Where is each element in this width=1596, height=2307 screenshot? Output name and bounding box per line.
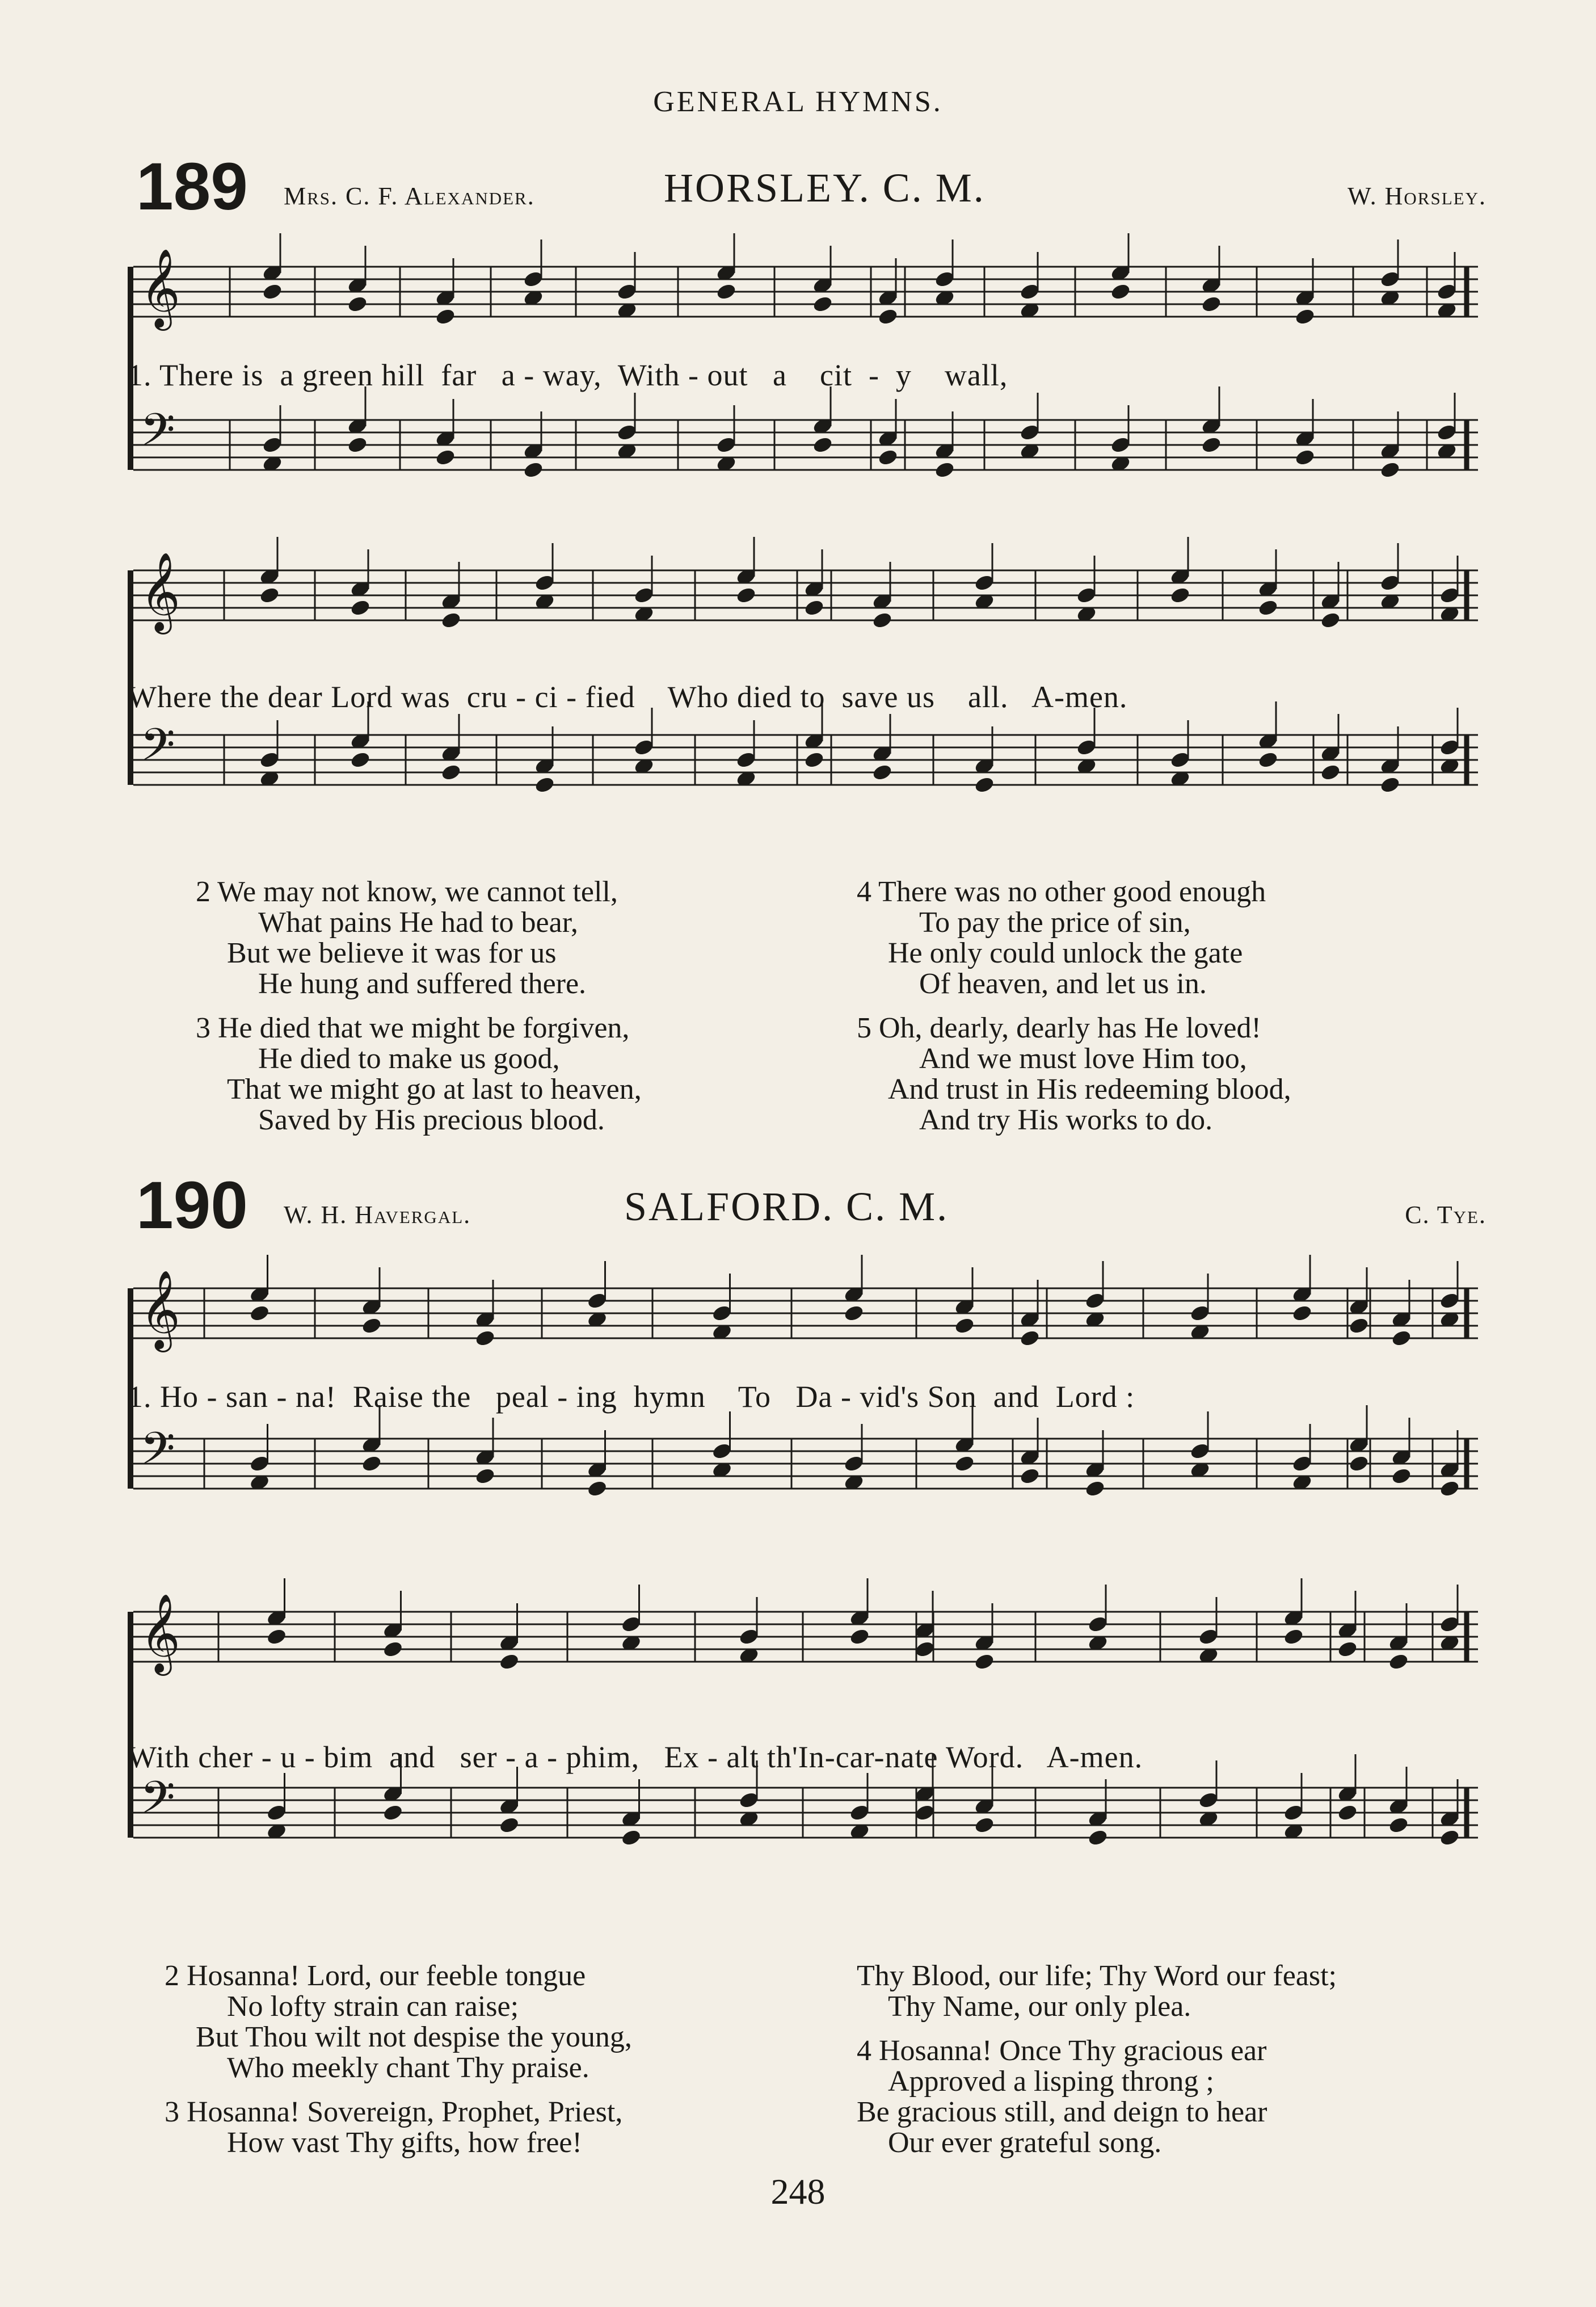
lyric-line: 1. There is a green hill far a - way, With - out a cit - y wall, [128,358,1008,392]
verse-line: 4 Hosanna! Once Thy gracious ear [857,2035,1267,2067]
note-head [586,1479,608,1498]
note-head [347,295,368,313]
verse-line: That we might go at last to heaven, [227,1073,642,1106]
note-head [1257,750,1279,769]
note-head [1391,1466,1412,1485]
note-head [1084,1479,1106,1498]
treble-clef-icon: 𝄞 [140,1270,180,1349]
note-head [1337,1803,1358,1822]
note-head [440,611,462,629]
bass-clef-icon: 𝄢 [140,404,175,467]
hymn-author: Mrs. C. F. Alexander. [284,182,535,210]
note-head [361,1454,382,1473]
note-head [259,586,280,604]
treble-clef-icon: 𝄞 [140,249,180,327]
verse-line: How vast Thy gifts, how free! [227,2127,582,2159]
verse-line: 5 Oh, dearly, dearly has He loved! [857,1012,1261,1044]
note-head [382,1640,403,1658]
music-system [128,250,1478,516]
tune-title: HORSLEY. C. M. [664,165,986,211]
note-head [1283,1627,1304,1646]
note-head [1439,1479,1460,1498]
note-head [1348,1316,1370,1335]
verse-line: Our ever grateful song. [888,2127,1162,2159]
verses-left [196,877,642,1149]
note-head [974,775,995,794]
verse-line: What pains He had to bear, [258,906,578,939]
lyric-line: 1. Ho - san - na! Raise the peal - ing hymn To Da - vid's Son and Lord : [128,1380,1135,1414]
note-head [954,1454,975,1473]
note-head [1388,1816,1409,1834]
note-head [803,598,825,617]
note-head [498,1816,520,1834]
verse-line: Thy Name, our only plea. [888,1990,1191,2023]
verse-line: Approved a lisping throng ; [888,2065,1214,2098]
lyric-line: Where the dear Lord was cru - ci - fied Who died to save us all. A-men. [128,680,1128,714]
note-head [1320,611,1341,629]
note-head [974,1816,995,1834]
treble-clef-icon: 𝄞 [140,552,180,631]
note-head [474,1329,496,1347]
hymn-190-header [136,1168,1486,1251]
verse-line: But we believe it was for us [227,937,557,969]
note-head [1379,460,1401,479]
verse [857,1013,1291,1136]
verse-line: But Thou wilt not despise the young, [196,2021,632,2053]
lyric-line: With cher - u - bim and ser - a - phim, Ex - alt th'In-car-nate Word. A-men. [128,1740,1143,1774]
bass-clef-icon: 𝄢 [140,1422,175,1486]
hymn-composer: W. Horsley. [1347,182,1486,210]
note-head [974,1652,995,1671]
note-head [262,282,283,301]
note-head [1348,1454,1370,1473]
note-head [1201,435,1222,454]
note-head [1291,1304,1313,1322]
note-head [849,1627,870,1646]
bass-clef-icon: 𝄢 [140,718,175,782]
verse [196,1013,642,1136]
hymn-number: 189 [136,149,248,224]
hymn-author: W. H. Havergal. [284,1201,471,1229]
verse-line: And we must love Him too, [919,1043,1247,1075]
verses-right [857,877,1291,1149]
verse-line: And trust in His redeeming blood, [888,1073,1291,1106]
verse [857,877,1291,999]
verse-line: Who meekly chant Thy praise. [227,2052,589,2084]
verse-line: He only could unlock the gate [888,937,1243,969]
verse-line: And try His works to do. [919,1104,1213,1136]
verse [165,2097,632,2158]
verse-line: No lofty strain can raise; [227,1990,519,2023]
note-head [349,750,371,769]
note-head [1320,763,1341,781]
verses-right [857,1961,1337,2172]
treble-clef-icon: 𝄞 [140,1594,180,1673]
verses-left [165,1961,632,2172]
bass-clef-icon: 𝄢 [140,1771,175,1835]
note-head [934,460,955,479]
note-head [914,1640,936,1658]
note-head [266,1627,287,1646]
note-head [1391,1329,1412,1347]
note-head [1201,295,1222,313]
note-head [435,307,456,326]
note-head [914,1803,936,1822]
verse-line: Saved by His precious blood. [258,1104,605,1136]
verse [857,2036,1337,2158]
music-system [128,552,1478,843]
verse-line: Thy Blood, our life; Thy Word our feast; [857,1960,1337,1992]
verse-line: He died to make us good, [258,1043,560,1075]
note-head [474,1466,496,1485]
verse-line: To pay the price of sin, [919,906,1191,939]
note-head [1294,307,1316,326]
note-head [877,448,899,467]
verse [196,877,642,999]
hymn-number: 190 [136,1168,248,1243]
note-head [871,763,893,781]
page-number: 248 [770,2171,826,2212]
verse-line: 4 There was no other good enough [857,876,1266,908]
hymn-composer: C. Tye. [1405,1201,1486,1229]
note-head [843,1304,865,1322]
note-head [877,307,899,326]
note-head [871,611,893,629]
note-head [347,435,368,454]
note-head [715,282,737,301]
note-head [1439,1828,1460,1847]
system-bracket [128,1612,133,1838]
verse-line: 3 He died that we might be forgiven, [196,1012,630,1044]
note-head [1337,1640,1358,1658]
note-head [1388,1652,1409,1671]
music-system [128,1268,1478,1541]
system-bracket [128,570,133,785]
note-head [1019,1466,1041,1485]
note-head [1019,1329,1041,1347]
note-head [1169,586,1191,604]
note-head [382,1803,403,1822]
note-head [812,435,833,454]
note-head [498,1652,520,1671]
note-head [954,1316,975,1335]
note-head [523,460,544,479]
note-head [1257,598,1279,617]
note-head [735,586,757,604]
note-head [249,1304,270,1322]
verse-line: 2 We may not know, we cannot tell, [196,876,618,908]
verse [857,1961,1337,2022]
note-head [1379,775,1401,794]
note-head [620,1828,642,1847]
note-head [435,448,456,467]
note-head [803,750,825,769]
hymn-189-header [136,149,1486,233]
verse-line: Be gracious still, and deign to hear [857,2096,1267,2128]
tune-title: SALFORD. C. M. [624,1184,949,1229]
note-head [1294,448,1316,467]
verse-line: He hung and suffered there. [258,968,587,1000]
note-head [1110,282,1131,301]
note-head [534,775,555,794]
note-head [1087,1828,1109,1847]
music-system [128,1594,1478,1918]
note-head [349,598,371,617]
verse-line: 2 Hosanna! Lord, our feeble tongue [165,1960,586,1992]
verse-line: 3 Hosanna! Sovereign, Prophet, Priest, [165,2096,623,2128]
verse-line: Of heaven, and let us in. [919,968,1207,1000]
running-head: GENERAL HYMNS. [653,86,943,118]
note-head [361,1316,382,1335]
note-head [440,763,462,781]
verse [165,1961,632,2083]
note-head [812,295,833,313]
